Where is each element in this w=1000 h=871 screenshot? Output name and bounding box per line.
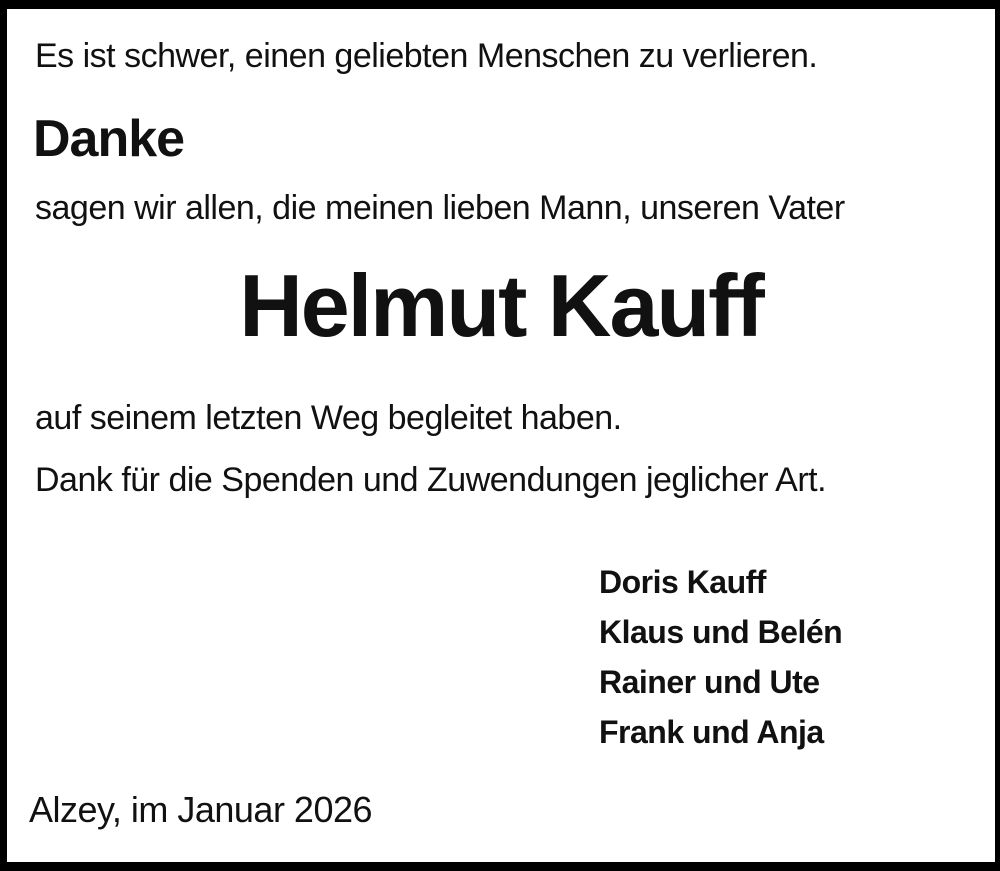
mourner-name: Frank und Anja bbox=[599, 714, 824, 750]
mourner-name: Rainer und Ute bbox=[599, 664, 820, 700]
thanks-heading: Danke bbox=[33, 110, 185, 168]
deceased-name: Helmut Kauff bbox=[239, 256, 763, 355]
mourners-list bbox=[599, 557, 842, 757]
donation-line: Dank für die Spenden und Zuwendungen jeglicher Art. bbox=[35, 461, 827, 499]
place-date: Alzey, im Januar 2026 bbox=[29, 789, 373, 830]
farewell-line: auf seinem letzten Weg begleitet haben. bbox=[35, 399, 622, 437]
thanks-line: sagen wir allen, die meinen lieben Mann, unseren Vater bbox=[35, 189, 845, 227]
intro-line: Es ist schwer, einen geliebten Menschen zu verlieren. bbox=[35, 37, 818, 75]
mourner-name: Klaus und Belén bbox=[599, 614, 843, 650]
mourner-name: Doris Kauff bbox=[599, 564, 766, 600]
